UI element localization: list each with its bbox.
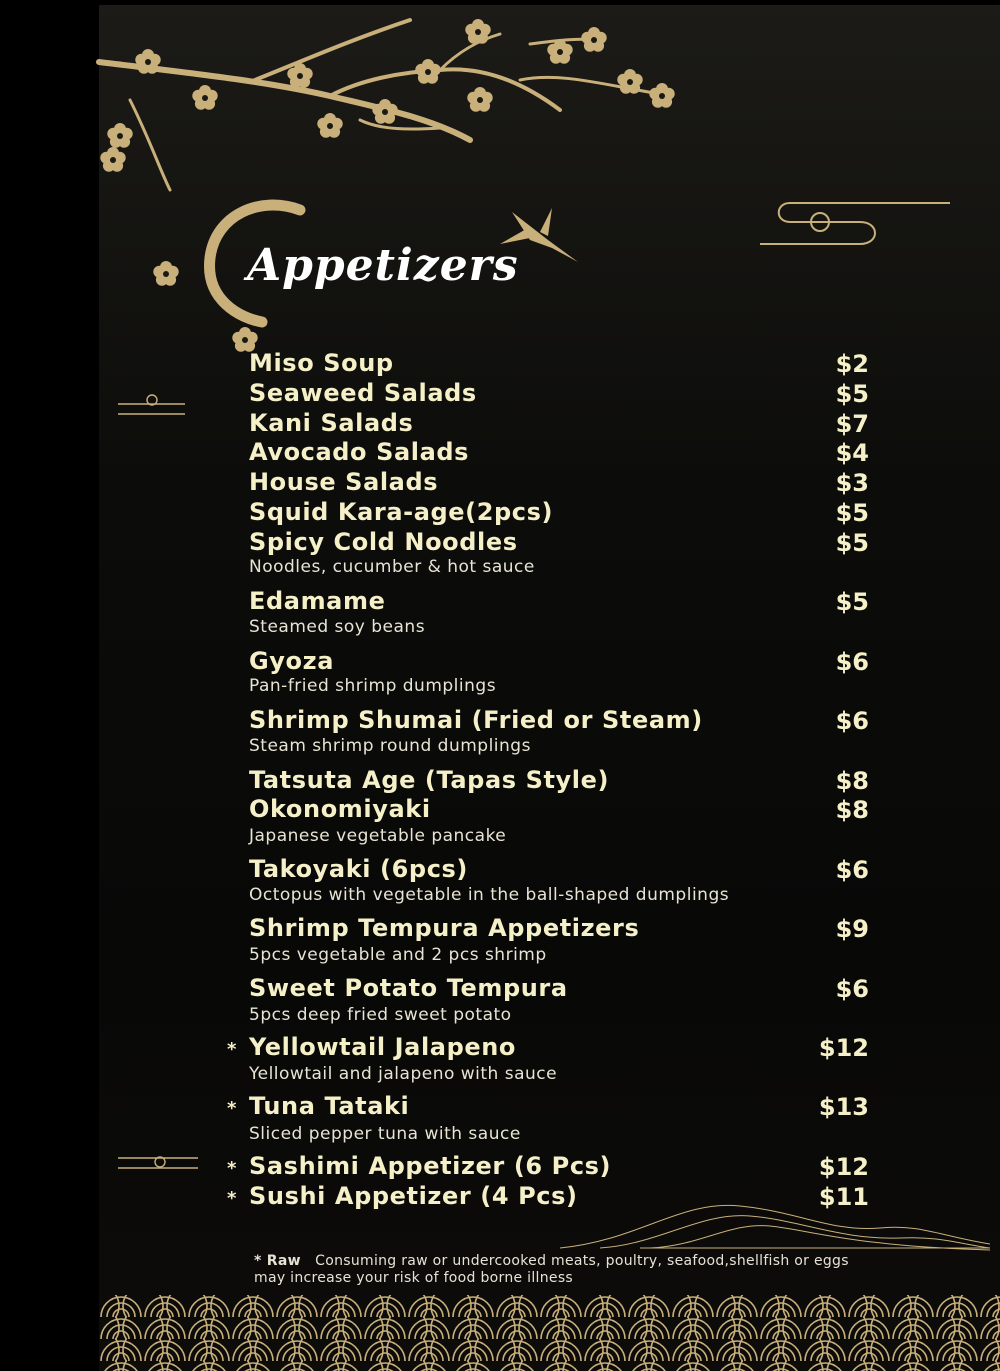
item-price: $9 [835, 915, 869, 943]
item-price: $8 [835, 796, 869, 824]
raw-marker: * [227, 1188, 237, 1209]
item-name: Spicy Cold Noodles [249, 528, 518, 556]
item-price: $3 [835, 469, 869, 497]
disclaimer-label: * Raw [254, 1253, 301, 1269]
item-name: House Salads [249, 468, 439, 496]
item-description: Steam shrimp round dumplings [249, 736, 531, 756]
item-name: Okonomiyaki [249, 795, 431, 823]
item-description: Steamed soy beans [249, 617, 426, 637]
item-price: $5 [835, 529, 869, 557]
raw-marker: * [227, 1158, 237, 1179]
item-name: Tatsuta Age (Tapas Style) [249, 766, 610, 794]
item-price: $6 [835, 648, 869, 676]
item-price: $8 [835, 767, 869, 795]
item-name: Shrimp Tempura Appetizers [249, 914, 640, 942]
item-name: Avocado Salads [249, 438, 470, 466]
item-name: Edamame [249, 587, 386, 615]
item-price: $4 [835, 439, 869, 467]
item-price: $12 [818, 1153, 869, 1181]
item-name: Sweet Potato Tempura [249, 974, 568, 1002]
item-name: Kani Salads [249, 409, 414, 437]
item-description: 5pcs vegetable and 2 pcs shrimp [249, 945, 547, 965]
wave-pattern-icon [99, 1295, 1000, 1371]
item-description: Noodles, cucumber & hot sauce [249, 557, 535, 577]
raw-marker: * [227, 1098, 237, 1119]
item-description: Sliced pepper tuna with sauce [249, 1124, 521, 1144]
item-price: $7 [835, 410, 869, 438]
item-description: Japanese vegetable pancake [249, 826, 507, 846]
item-description: 5pcs deep fried sweet potato [249, 1005, 512, 1025]
item-price: $2 [835, 350, 869, 378]
left-scroll-icon [118, 395, 198, 1168]
item-description: Yellowtail and jalapeno with sauce [249, 1064, 558, 1084]
item-price: $13 [818, 1093, 869, 1121]
cherry-blossom-branch-icon [99, 19, 675, 352]
raw-marker: * [227, 1039, 237, 1060]
item-description: Pan-fried shrimp dumplings [249, 676, 497, 696]
item-name: Miso Soup [249, 349, 394, 377]
item-name: Yellowtail Jalapeno [249, 1033, 517, 1061]
raw-food-disclaimer [254, 1253, 884, 1287]
item-name: Seaweed Salads [249, 379, 477, 407]
item-name: Sushi Appetizer (4 Pcs) [249, 1182, 578, 1210]
item-price: $11 [818, 1183, 869, 1211]
item-name: Tuna Tataki [249, 1092, 410, 1120]
item-name: Gyoza [249, 647, 334, 675]
cloud-scroll-icon [760, 203, 950, 244]
item-name: Takoyaki (6pcs) [249, 855, 468, 883]
item-name: Shrimp Shumai (Fried or Steam) [249, 706, 703, 734]
item-price: $5 [835, 499, 869, 527]
item-price: $5 [835, 380, 869, 408]
item-name: Squid Kara-age(2pcs) [249, 498, 554, 526]
item-description: Octopus with vegetable in the ball-shaped dumplings [249, 885, 730, 905]
mountain-lines-icon [560, 1205, 990, 1250]
item-price: $12 [818, 1034, 869, 1062]
item-price: $5 [835, 588, 869, 616]
item-price: $6 [835, 856, 869, 884]
disclaimer-text: Consuming raw or undercooked meats, poultry, seafood,shellfish or eggs may increase your risk of food borne illness [254, 1253, 849, 1286]
section-title: Appetizers [247, 240, 519, 291]
item-price: $6 [835, 975, 869, 1003]
item-name: Sashimi Appetizer (6 Pcs) [249, 1152, 612, 1180]
item-price: $6 [835, 707, 869, 735]
